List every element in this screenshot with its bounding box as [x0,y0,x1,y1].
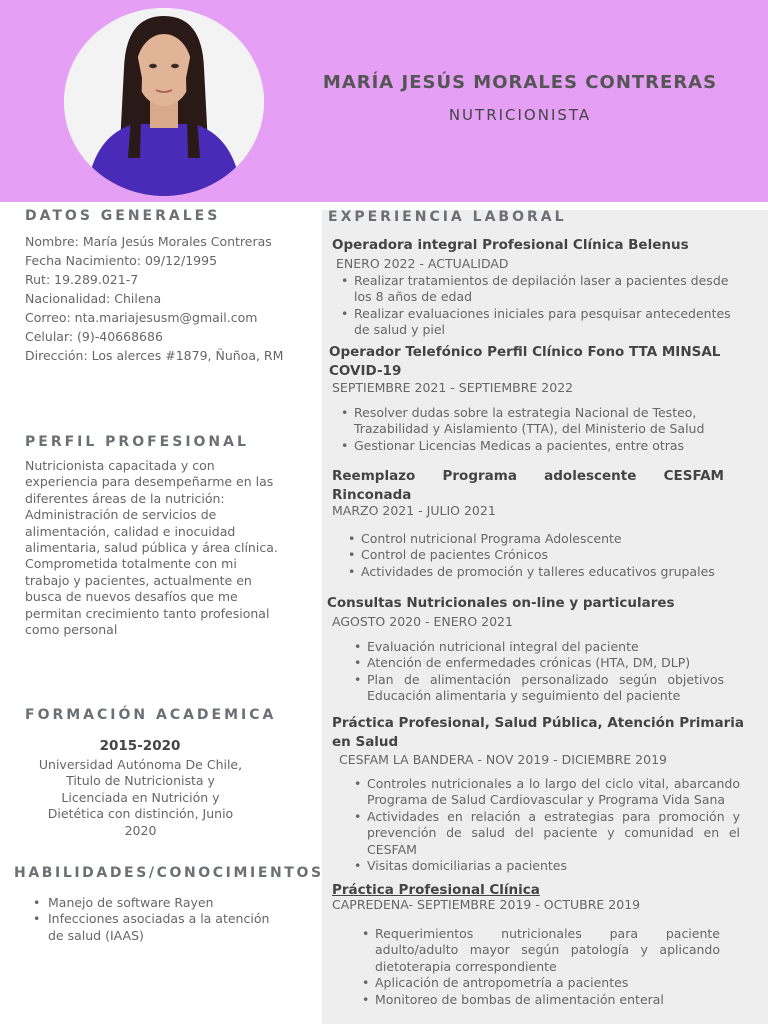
job-role: NUTRICIONISTA [448,106,592,124]
profile-photo [64,8,264,196]
job-title: Práctica Profesional Clínica [332,882,540,898]
list-item: • Realizar evaluaciones iniciales para pesquisar antecedentes de salud y piel [341,306,736,339]
edu-description: Universidad Autónoma De Chile, Titulo de Nutricionista y Licenciada en Nutrición y Dietética con distinción, Junio 2020 [38,757,243,838]
perfil-text: Nutricionista capacitada y con experiencia para desempeñarme en las diferentes áreas de la nutrición: Administración de servicios de alimentación, calidad e inocuidad alimentaria, salud pública y área clínica. Comprometida totalmente con mi trabajo y pacientes, actualmente en busca de nuevos desafíos que me permitan crecimiento tanto profesional como personal [25,458,278,638]
list-item: • Resolver dudas sobre la estrategia Nacional de Testeo, Trazabilidad y Aislamiento (TTA), del Ministerio de Salud [341,405,721,438]
list-item: • Actividades en relación a estrategias para promoción y prevención de salud del paciente y comunidad en el CESFAM [354,809,740,858]
job-bullets [348,531,748,580]
perfil-title: PERFIL PROFESIONAL [25,434,249,450]
job-bullets [341,273,736,339]
list-item: • Realizar tratamientos de depilación laser a pacientes desde los 8 años de edad [341,273,736,306]
datos-rut: Rut: 19.289.021-7 [25,272,139,287]
list-item: • Infecciones asociadas a la atención de salud (IAAS) [32,911,282,944]
list-item: • Aplicación de antropometría a pacientes [362,975,720,991]
job-date: AGOSTO 2020 - ENERO 2021 [332,614,513,629]
list-item: • Plan de alimentación personalizado según objetivos Educación alimentaria y seguimiento del paciente [354,672,724,705]
skills-list [32,895,282,944]
job-title: Consultas Nutricionales on-line y particulares [327,595,675,611]
datos-nacionalidad: Nacionalidad: Chilena [25,291,162,306]
datos-direccion: Dirección: Los alerces #1879, Ñuñoa, RM [25,348,284,363]
job-title: Operador Telefónico Perfil Clínico Fono TTA MINSAL COVID-19 [329,344,721,379]
habilidades-title: HABILIDADES/CONOCIMIENTOS [14,865,324,881]
job-date: CAPREDENA- SEPTIEMBRE 2019 - OCTUBRE 2019 [332,897,641,912]
list-item: • Actividades de promoción y talleres educativos grupales [348,564,748,580]
job-bullets [341,405,721,454]
header-banner [0,0,768,202]
job-bullets [354,639,724,705]
job-bullets [354,776,740,874]
list-item: • Gestionar Licencias Medicas a pacientes, entre otras [341,438,721,454]
datos-fecha: Fecha Nacimiento: 09/12/1995 [25,253,218,268]
datos-nombre: Nombre: María Jesús Morales Contreras [25,234,272,249]
job-title: Práctica Profesional, Salud Pública, Atención Primaria en Salud [332,715,744,750]
list-item: • Evaluación nutricional integral del paciente [354,639,724,655]
job-title: Operadora integral Profesional Clínica Belenus [332,237,689,253]
list-item: • Visitas domiciliarias a pacientes [354,858,740,874]
experiencia-title: EXPERIENCIA LABORAL [328,209,567,225]
list-item: • Requerimientos nutricionales para paciente adulto/adulto mayor según patología y aplicando dietoterapia correspondiente [362,926,720,975]
list-item: • Monitoreo de bombas de alimentación enteral [362,992,720,1008]
job-bullets [362,926,720,1008]
formacion-title: FORMACIÓN ACADEMICA [25,707,277,723]
profile-photo-icon [64,8,264,196]
job-date: SEPTIEMBRE 2021 - SEPTIEMBRE 2022 [332,380,574,395]
job-date: ENERO 2022 - ACTUALIDAD [336,256,509,271]
list-item: • Manejo de software Rayen [32,895,282,911]
datos-celular: Celular: (9)-40668686 [25,329,163,344]
datos-correo: Correo: nta.mariajesusm@gmail.com [25,310,258,325]
list-item: • Controles nutricionales a lo largo del ciclo vital, abarcando Programa de Salud Cardiovascular y Programa Vida Sana [354,776,740,809]
job-date: MARZO 2021 - JULIO 2021 [332,503,496,518]
job-date: CESFAM LA BANDERA - NOV 2019 - DICIEMBRE 2019 [339,752,667,767]
edu-years: 2015-2020 [99,738,181,754]
list-item: • Control de pacientes Crónicos [348,547,748,563]
list-item: • Control nutricional Programa Adolescente [348,531,748,547]
job-title: Reemplazo Programa adolescente CESFAM Rinconada [332,468,724,503]
list-item: • Atención de enfermedades crónicas (HTA, DM, DLP) [354,655,724,671]
datos-title: DATOS GENERALES [25,208,221,224]
full-name: MARÍA JESÚS MORALES CONTRERAS [322,72,718,93]
